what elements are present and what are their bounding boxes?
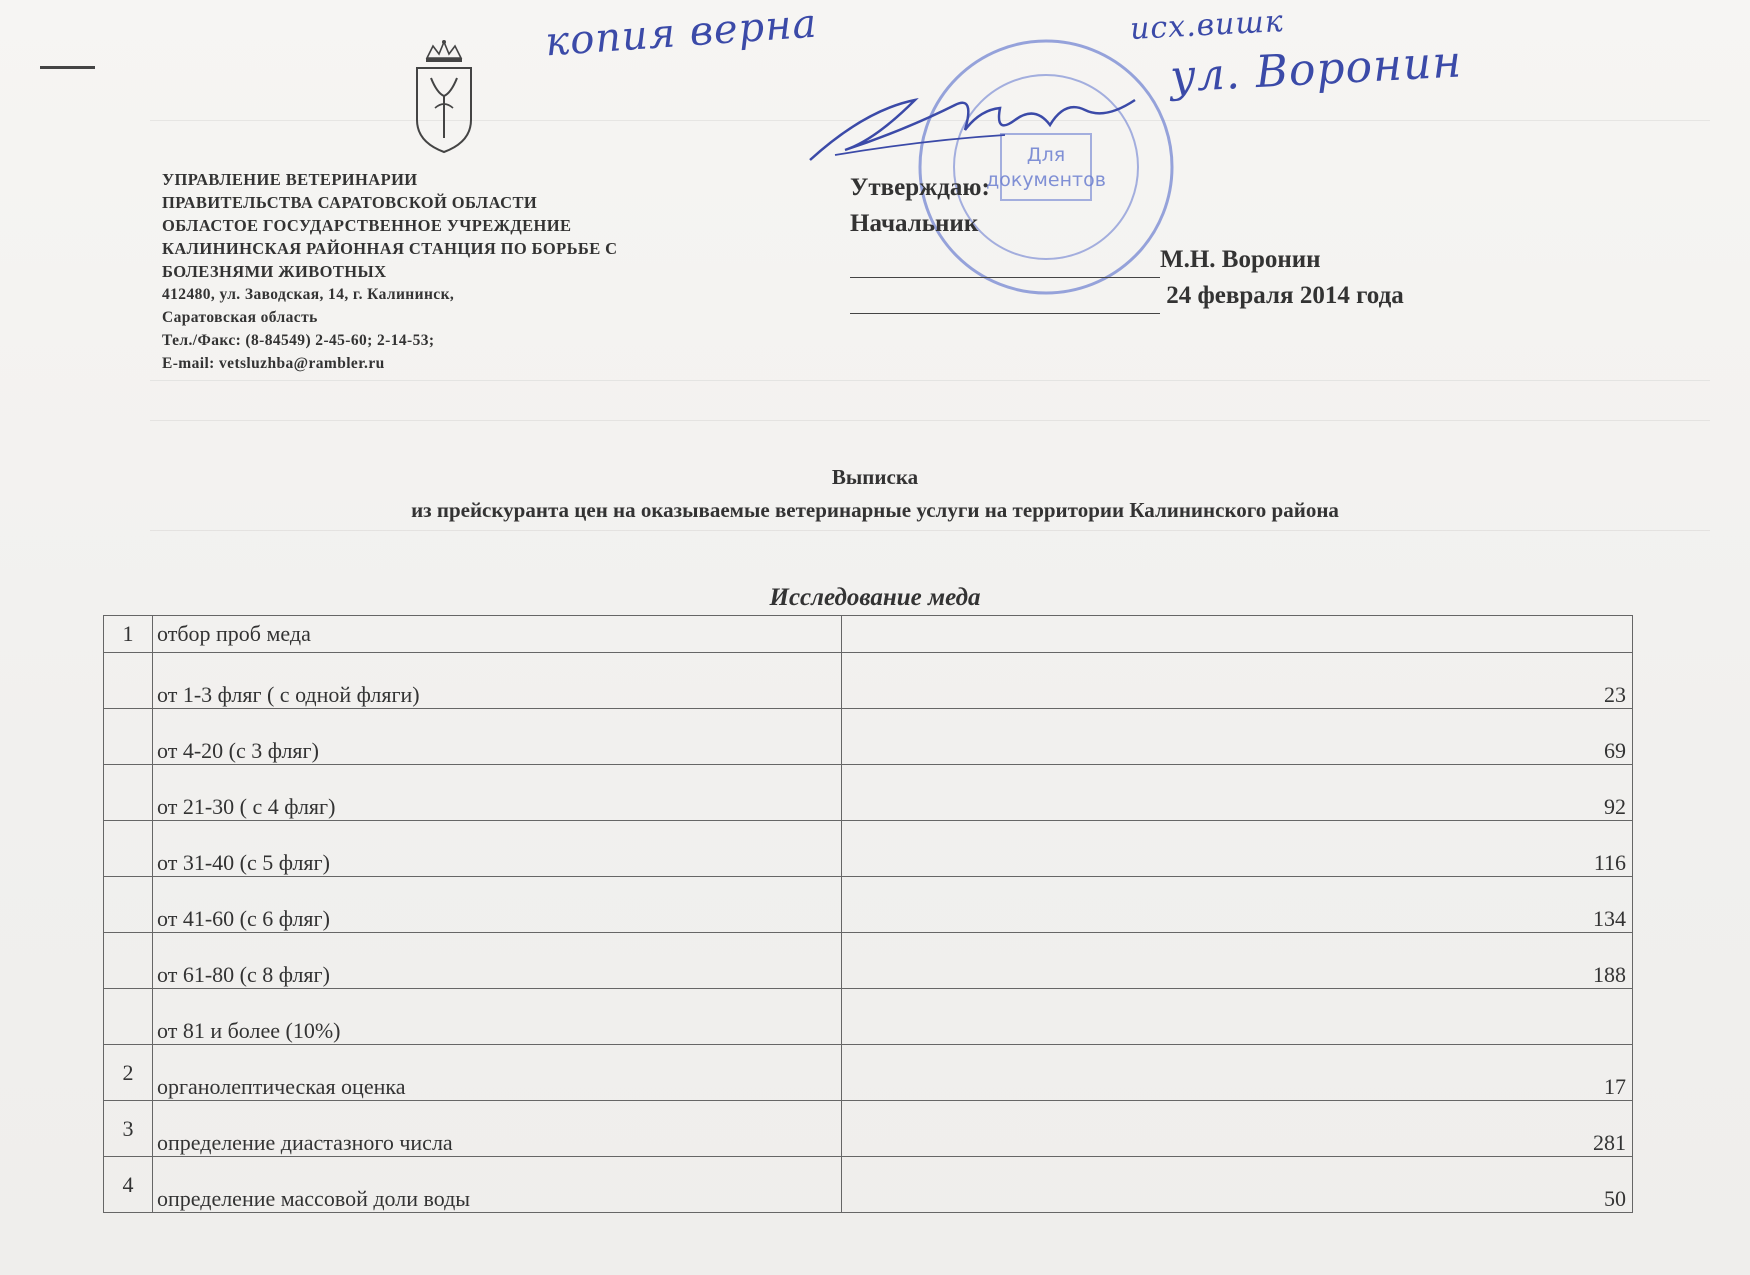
document-title: Выписка (831, 465, 919, 489)
approve-label: Утверждаю: (850, 174, 990, 201)
service-price: 134 (842, 877, 1633, 933)
service-price: 281 (842, 1101, 1633, 1157)
service-name: от 31-40 (с 5 фляг) (153, 821, 842, 877)
org-email: E-mail: vetsluzhba@rambler.ru (162, 355, 385, 372)
row-number (104, 653, 153, 709)
service-price: 92 (842, 765, 1633, 821)
row-number: 4 (104, 1157, 153, 1213)
service-price: 50 (842, 1157, 1633, 1213)
service-name: от 41-60 (с 6 фляг) (153, 877, 842, 933)
row-number (104, 765, 153, 821)
approver-position: Начальник (850, 210, 979, 237)
table-row (104, 989, 1633, 1045)
section-title: Исследование меда (769, 584, 981, 611)
service-price: 188 (842, 933, 1633, 989)
org-line: ПРАВИТЕЛЬСТВА САРАТОВСКОЙ ОБЛАСТИ (162, 193, 538, 212)
handwritten-note-bottom: ул. Воронин (1168, 36, 1464, 103)
coat-of-arms-icon (413, 38, 475, 156)
org-line: ОБЛАСТОЕ ГОСУДАРСТВЕННОЕ УЧРЕЖДЕНИЕ (162, 216, 572, 235)
row-number: 2 (104, 1045, 153, 1101)
table-row (104, 653, 1633, 709)
table-row (104, 1101, 1633, 1157)
row-number (104, 709, 153, 765)
service-price (842, 616, 1633, 653)
stamp-text-top: Для (1026, 144, 1066, 166)
service-name: от 61-80 (с 8 фляг) (153, 933, 842, 989)
date-line (850, 287, 1160, 314)
approver-name: М.Н. Воронин (1160, 246, 1321, 273)
table-row (104, 821, 1633, 877)
handwritten-copy-note: копия верна (543, 0, 819, 66)
org-address: 412480, ул. Заводская, 14, г. Калининск, (162, 286, 455, 303)
service-price (842, 989, 1633, 1045)
service-price: 69 (842, 709, 1633, 765)
table-row (104, 765, 1633, 821)
org-line: УПРАВЛЕНИЕ ВЕТЕРИНАРИИ (162, 170, 418, 189)
document-subtitle: из прейскуранта цен на оказываемые ветеринарные услуги на территории Калининского района (411, 498, 1339, 522)
service-name: определение диастазного числа (153, 1101, 842, 1157)
service-name: отбор проб меда (153, 616, 842, 653)
org-phone: Тел./Факс: (8-84549) 2-45-60; 2-14-53; (162, 332, 435, 349)
table-row (104, 709, 1633, 765)
service-name: от 1-3 фляг ( с одной фляги) (153, 653, 842, 709)
service-name: от 4-20 (с 3 фляг) (153, 709, 842, 765)
org-line: БОЛЕЗНЯМИ ЖИВОТНЫХ (162, 262, 387, 281)
service-price: 23 (842, 653, 1633, 709)
table-row (104, 1157, 1633, 1213)
row-number (104, 933, 153, 989)
table-row (104, 877, 1633, 933)
price-table (103, 615, 1633, 1213)
stamp-text-bottom: документов (986, 169, 1106, 191)
org-line: КАЛИНИНСКАЯ РАЙОННАЯ СТАНЦИЯ ПО БОРЬБЕ С (162, 239, 618, 258)
org-region: Саратовская область (162, 309, 318, 326)
dash-mark (40, 66, 95, 69)
service-price: 17 (842, 1045, 1633, 1101)
row-number: 1 (104, 616, 153, 653)
row-number: 3 (104, 1101, 153, 1157)
approval-block (850, 170, 1404, 314)
signature-icon (805, 80, 1145, 170)
approval-date: 24 февраля 2014 года (1166, 282, 1404, 309)
service-name: органолептическая оценка (153, 1045, 842, 1101)
row-number (104, 821, 153, 877)
handwritten-note-top: исх.вишк (1129, 4, 1285, 47)
organization-header (162, 168, 617, 375)
table-row (104, 616, 1633, 653)
service-name: определение массовой доли воды (153, 1157, 842, 1213)
table-row (104, 933, 1633, 989)
service-price: 116 (842, 821, 1633, 877)
service-name: от 21-30 ( с 4 фляг) (153, 765, 842, 821)
service-name: от 81 и более (10%) (153, 989, 842, 1045)
table-row (104, 1045, 1633, 1101)
row-number (104, 989, 153, 1045)
signature-line (850, 251, 1160, 278)
row-number (104, 877, 153, 933)
